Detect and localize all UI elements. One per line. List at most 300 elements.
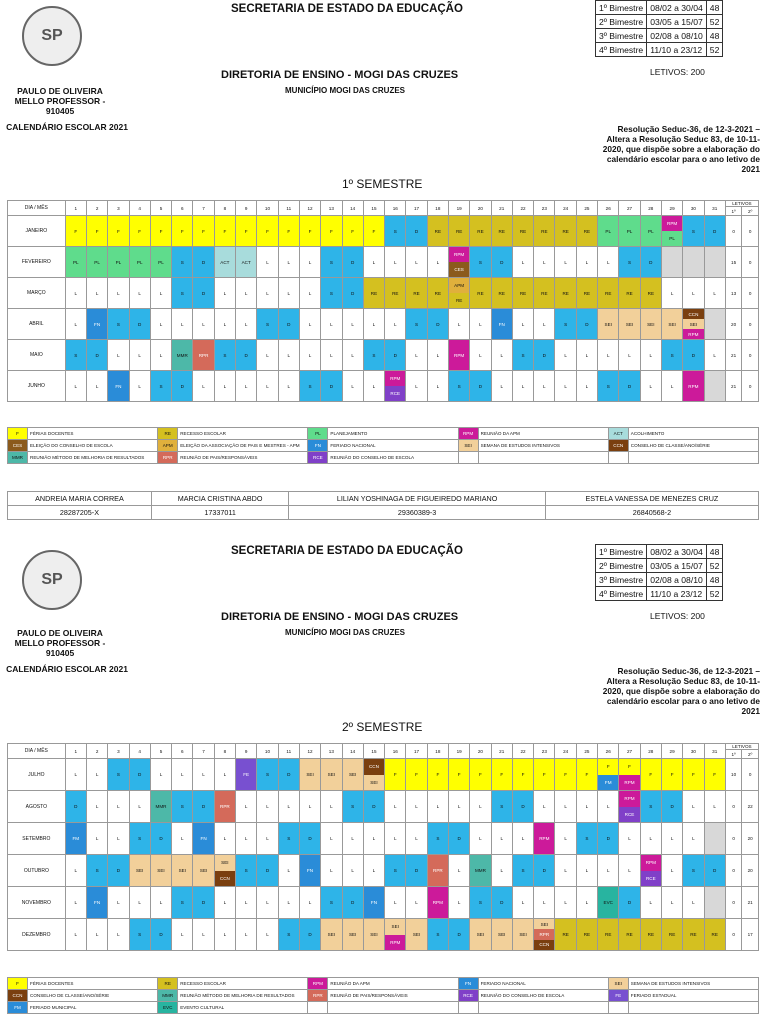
legend-code: F (8, 978, 28, 990)
day-cell-split (598, 759, 618, 790)
day-code: L (308, 290, 312, 296)
school-line: 910405 (45, 648, 75, 658)
day-code: RE (413, 290, 420, 296)
day-cell (640, 340, 661, 371)
day-cell (576, 340, 597, 371)
day-cell (257, 247, 278, 278)
day-code: L (330, 321, 333, 327)
day-code: F (542, 772, 546, 777)
day-cell (619, 247, 640, 278)
day-cell (257, 216, 278, 247)
day-code: S (691, 868, 695, 873)
day-cell (683, 791, 704, 823)
day-cell (257, 759, 278, 791)
day-code: L (457, 804, 461, 809)
day-cell (342, 216, 363, 247)
day-code: D (159, 836, 163, 841)
municipio-title: MUNICÍPIO MOGI DAS CRUZES (285, 86, 406, 95)
day-code: PL (158, 259, 164, 265)
day-header: 23 (534, 744, 555, 759)
day-code: L (436, 352, 440, 358)
bimestre-cell: 52 (706, 43, 723, 57)
day-code: D (670, 804, 674, 809)
day-code: S (180, 804, 184, 809)
legend-description: REUNIÃO DE PAIS/RESPONSÁVEIS (178, 452, 308, 464)
day-cell (661, 887, 682, 919)
day-code: L (330, 352, 333, 358)
day-cell-split (683, 309, 703, 339)
day-cell (576, 791, 597, 823)
day-cell (640, 919, 661, 951)
day-cell (491, 919, 512, 951)
day-code: D (627, 383, 632, 389)
day-cell (619, 791, 640, 823)
day-header: 29 (661, 744, 682, 759)
day-code: S (521, 868, 525, 873)
day-code: F (457, 772, 461, 777)
day-code: FN (94, 321, 101, 327)
day-cell (299, 919, 320, 951)
legend-description: REUNIÃO DA APM (478, 428, 608, 440)
day-code: F (223, 228, 227, 234)
legend-description: ELEIÇÃO DA ASSOCIAÇÃO DE PAIS E MESTRES - APM (178, 440, 308, 452)
day-code: S (691, 228, 695, 234)
bimestre-cell: 52 (706, 15, 723, 29)
day-cell (406, 791, 427, 823)
day-header: 31 (704, 744, 725, 759)
day-cell (449, 247, 470, 278)
day-code: F (95, 228, 99, 234)
day-code: L (585, 804, 589, 809)
day-code: L (393, 259, 397, 265)
letivos-s1-value: 20 (725, 309, 741, 340)
day-header: 18 (427, 744, 448, 759)
legend-description (628, 452, 758, 464)
day-code: S (436, 836, 440, 841)
month-row (8, 340, 759, 371)
day-code: L (372, 836, 376, 841)
day-code: CES (449, 262, 469, 277)
day-cell (193, 340, 214, 371)
day-header: 17 (406, 201, 427, 216)
day-cell (86, 823, 107, 855)
day-code: L (223, 900, 227, 905)
day-code: RPM (385, 371, 405, 386)
day-cell (299, 216, 320, 247)
day-code: L (330, 868, 333, 873)
day-code: D (308, 932, 312, 937)
day-cell (363, 759, 384, 791)
day-code: RE (477, 228, 484, 234)
day-code: L (606, 804, 610, 809)
day-code: RE (449, 293, 469, 308)
day-cell (619, 823, 640, 855)
day-code: D (159, 932, 163, 937)
day-cell (534, 371, 555, 402)
day-code: S (564, 321, 568, 327)
day-cell (598, 340, 619, 371)
day-code: RE (626, 290, 633, 296)
signature-id: 28287205-X (8, 506, 152, 520)
day-cell (150, 309, 171, 340)
day-cell (86, 759, 107, 791)
day-cell (236, 309, 257, 340)
day-code: L (692, 836, 695, 841)
day-cell (683, 759, 704, 791)
day-code: L (95, 932, 99, 937)
day-code: L (351, 383, 354, 389)
day-code: S (159, 383, 163, 389)
day-code: L (266, 383, 269, 389)
day-code: L (95, 836, 99, 841)
day-code: D (244, 352, 248, 358)
bimestre-cell: 52 (706, 559, 723, 573)
day-cell (427, 823, 448, 855)
day-cell (555, 823, 576, 855)
day-header: 1 (65, 201, 86, 216)
day-cell (406, 309, 427, 340)
day-code: SEI (348, 932, 357, 937)
legend-code: MMR (158, 990, 178, 1002)
legend-description: FERIADO MUNICIPAL (28, 1002, 158, 1014)
day-cell (321, 791, 342, 823)
day-code: RPM (688, 383, 699, 389)
month-row (8, 887, 759, 919)
day-code: RPM (432, 900, 443, 905)
day-code: L (692, 804, 695, 809)
day-code: L (223, 772, 227, 777)
day-code: D (372, 804, 376, 809)
day-code: SEI (135, 868, 144, 873)
day-cell (491, 371, 512, 402)
day-code: L (521, 259, 525, 265)
month-row (8, 309, 759, 340)
letivos-s2-value: 0 (742, 759, 759, 791)
day-cell (363, 216, 384, 247)
day-code: D (287, 772, 291, 777)
day-cell (555, 759, 576, 791)
day-cell (406, 216, 427, 247)
day-code: D (457, 932, 461, 937)
day-code: D (691, 352, 696, 358)
day-cell (363, 791, 384, 823)
day-code: MMR (474, 868, 486, 873)
letivos-s2-value: 0 (742, 278, 759, 309)
day-cell (129, 823, 150, 855)
month-name: ABRIL (8, 309, 66, 340)
day-code: L (351, 868, 354, 873)
day-cell (385, 759, 406, 791)
day-header: 5 (150, 744, 171, 759)
day-code: S (180, 290, 184, 296)
day-cell (661, 309, 682, 340)
day-code: S (308, 383, 312, 389)
day-header: 3 (108, 744, 129, 759)
day-code: RPM (619, 775, 639, 791)
day-code: L (95, 290, 99, 296)
day-code: L (330, 804, 333, 809)
day-code: D (138, 321, 142, 327)
day-cell (172, 791, 193, 823)
resolution-line: calendário escolar para o ano letivo de (606, 154, 760, 164)
month-column-header: DIA / MÊS (8, 201, 66, 216)
day-code: L (436, 259, 440, 265)
day-code: L (117, 804, 120, 809)
day-cell (108, 247, 129, 278)
day-cell (385, 278, 406, 309)
day-cell (214, 340, 235, 371)
day-cell (704, 309, 725, 340)
letivos-s1-value: 21 (725, 371, 741, 402)
month-name: DEZEMBRO (8, 919, 66, 951)
day-cell (363, 919, 384, 951)
day-code: D (500, 900, 504, 905)
day-code: L (351, 321, 354, 327)
day-code: F (244, 228, 248, 234)
day-cell (108, 309, 129, 340)
day-code: L (393, 804, 397, 809)
day-cell (172, 759, 193, 791)
month-row (8, 919, 759, 951)
day-cell (449, 759, 470, 791)
day-cell (385, 371, 406, 402)
day-header: 10 (257, 744, 278, 759)
day-code: L (244, 900, 248, 905)
day-code: L (308, 321, 312, 327)
day-cell (65, 278, 86, 309)
day-cell (598, 919, 619, 951)
day-cell (704, 278, 725, 309)
day-code: FN (115, 383, 122, 389)
day-cell (214, 855, 235, 887)
day-code: L (479, 321, 482, 327)
day-cell (683, 371, 704, 402)
day-cell (470, 247, 491, 278)
day-cell (363, 278, 384, 309)
day-cell (512, 340, 533, 371)
letivos-s1-value: 0 (725, 855, 741, 887)
day-cell (278, 823, 299, 855)
day-cell (640, 371, 661, 402)
day-code: L (330, 836, 333, 841)
month-name: JANEIRO (8, 216, 66, 247)
day-cell (236, 823, 257, 855)
day-code: F (180, 228, 184, 234)
day-cell (534, 278, 555, 309)
bimestre-cell: 4º Bimestre (596, 587, 647, 601)
day-cell (619, 855, 640, 887)
day-cell (236, 216, 257, 247)
day-code: L (74, 290, 78, 296)
signature-name: MARCIA CRISTINA ABDO (151, 492, 289, 506)
day-code: L (500, 836, 504, 841)
legend-description: REUNIÃO DA APM (328, 978, 458, 990)
resolution-line: Altera a Resolução Seduc 83, de 10-11- (606, 676, 760, 686)
legend-code: SEI (608, 978, 628, 990)
day-code: D (287, 321, 291, 327)
day-cell (299, 855, 320, 887)
day-code: L (244, 932, 248, 937)
day-code: F (393, 772, 397, 777)
day-code: S (670, 352, 674, 358)
day-cell (342, 855, 363, 887)
day-header: 6 (172, 744, 193, 759)
day-cell (427, 247, 448, 278)
day-cell (299, 371, 320, 402)
day-code: L (393, 836, 397, 841)
day-code: RE (519, 290, 527, 296)
day-code: RE (434, 228, 442, 234)
legend-code: RPM (308, 978, 328, 990)
day-cell (108, 887, 129, 919)
day-code: L (159, 900, 163, 905)
day-cell (342, 340, 363, 371)
day-cell (704, 791, 725, 823)
day-header: 15 (363, 201, 384, 216)
day-code: L (564, 383, 567, 389)
day-code: RPR (198, 352, 209, 358)
day-code: L (713, 804, 716, 809)
day-cell (108, 855, 129, 887)
letivos-s1-value: 21 (725, 340, 741, 371)
day-cell (470, 216, 491, 247)
legend-code: APM (158, 440, 178, 452)
day-cell (214, 371, 235, 402)
day-header: 20 (470, 201, 491, 216)
day-cell (150, 278, 171, 309)
day-code: L (117, 900, 120, 905)
day-cell (150, 371, 171, 402)
month-name: FEVEREIRO (8, 247, 66, 278)
day-cell (534, 216, 555, 247)
day-header: 23 (534, 201, 555, 216)
bimestres-table (595, 544, 723, 601)
day-cell (363, 340, 384, 371)
legend-code: FE (608, 990, 628, 1002)
day-code: PL (626, 228, 633, 234)
day-code: F (649, 772, 653, 777)
day-cell (214, 791, 235, 823)
day-cell-split (215, 855, 235, 886)
day-code: S (585, 836, 589, 841)
day-code: D (95, 352, 99, 358)
day-cell (385, 919, 406, 951)
day-code: RPM (683, 329, 703, 339)
day-cell (129, 855, 150, 887)
day-cell (65, 887, 86, 919)
day-code: F (138, 228, 142, 234)
day-code: S (329, 290, 333, 296)
month-row (8, 791, 759, 823)
day-code: L (500, 868, 504, 873)
day-code: L (543, 321, 546, 327)
day-code: F (372, 228, 376, 234)
legend-description (478, 1002, 608, 1014)
day-code: SEI (534, 919, 554, 929)
day-cell-split (364, 759, 384, 790)
day-code: L (543, 259, 546, 265)
day-cell (491, 791, 512, 823)
day-cell (214, 823, 235, 855)
day-cell (172, 887, 193, 919)
day-cell (576, 309, 597, 340)
day-code: L (117, 836, 120, 841)
day-cell (619, 216, 640, 247)
bimestre-cell: 3º Bimestre (596, 29, 647, 43)
day-cell (640, 278, 661, 309)
day-cell (342, 919, 363, 951)
day-cell (321, 309, 342, 340)
day-cell (704, 855, 725, 887)
day-cell (640, 247, 661, 278)
day-code: L (372, 868, 376, 873)
school-line: PAULO DE OLIVEIRA (17, 86, 103, 96)
day-code: S (457, 383, 461, 389)
day-code: RPR (220, 804, 230, 809)
day-code: SEI (215, 855, 235, 871)
day-code: L (266, 836, 269, 841)
day-cell (257, 278, 278, 309)
day-code: L (202, 932, 205, 937)
day-code: F (713, 772, 717, 777)
day-cell (449, 340, 470, 371)
day-code: F (521, 772, 525, 777)
day-cell (406, 247, 427, 278)
day-header: 5 (150, 201, 171, 216)
legend-table-1 (7, 427, 759, 464)
day-code: RPM (454, 352, 465, 358)
day-code: F (692, 772, 695, 777)
day-code: L (244, 804, 248, 809)
day-code: L (415, 900, 418, 905)
day-code: PL (136, 259, 143, 265)
day-cell (449, 309, 470, 340)
day-cell (172, 247, 193, 278)
day-code: L (308, 352, 312, 358)
day-cell (598, 216, 619, 247)
day-code: L (159, 352, 163, 358)
day-cell (172, 309, 193, 340)
legend-description (628, 1002, 758, 1014)
day-cell (342, 371, 363, 402)
day-cell (470, 309, 491, 340)
day-cell (129, 340, 150, 371)
day-code: D (308, 836, 312, 841)
legend-description: CONSELHO DE CLASSE/ANO/SÉRIE (28, 990, 158, 1002)
day-cell (257, 791, 278, 823)
signature-id: 17337011 (151, 506, 289, 520)
day-header: 1 (65, 744, 86, 759)
day-cell (65, 855, 86, 887)
day-cell (449, 216, 470, 247)
calendar-title: CALENDÁRIO ESCOLAR 2021 (6, 122, 128, 132)
municipio-title: MUNICÍPIO MOGI DAS CRUZES (285, 628, 406, 637)
day-cell (619, 340, 640, 371)
day-cell (257, 887, 278, 919)
month-row (8, 278, 759, 309)
day-cell (406, 855, 427, 887)
day-code: SEI (476, 932, 485, 937)
legend-description: ELEIÇÃO DO CONSELHO DE ESCOLA (28, 440, 158, 452)
resolution-text (590, 666, 760, 716)
bimestre-cell: 4º Bimestre (596, 43, 647, 57)
day-cell (640, 216, 661, 247)
day-code: L (181, 772, 184, 777)
day-code: F (116, 228, 120, 234)
day-code: S (500, 804, 504, 809)
day-code: L (670, 868, 674, 873)
day-cell (576, 887, 597, 919)
